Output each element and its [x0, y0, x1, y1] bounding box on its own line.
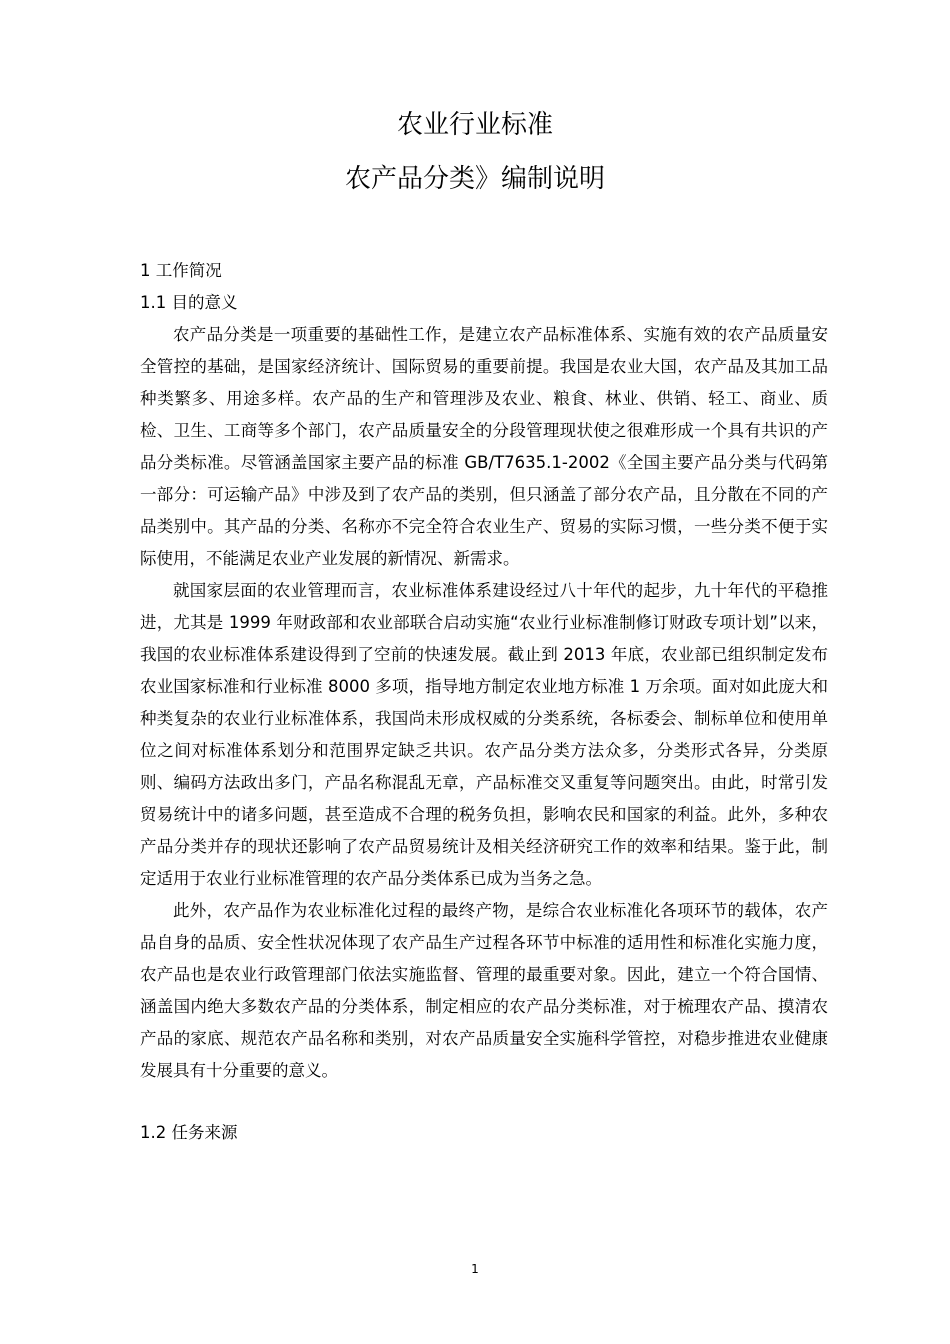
- document-title-line1: 农业行业标准: [396, 110, 553, 140]
- section-heading-1-1: 1.1 目的意义: [140, 293, 238, 312]
- paragraph-purpose-3: 此外，农产品作为农业标准化过程的最终产物，是综合农业标准化各项环节的载体，农产品自身的品质、安全性状况体现了农产品生产过程各环节中标准的适用性和标准化实施力度，农产品也是农业行政管理部门依法实施监督、管理的最重要对象。因此，建立一个符合国情、涵盖国内绝大多数农产品的分类体系，制定相应的农产品分类标准，对于梳理农产品、摸清农产品的家底、规范农产品名称和类别，对农产品质量安全实施科学管控，对稳步推进农业健康发展具有十分重要的意义。: [140, 901, 828, 1080]
- page-number: 1: [471, 1262, 479, 1276]
- document-title-line2: 农产品分类》编制说明: [344, 164, 605, 194]
- document-body: [140, 255, 828, 1149]
- section-heading-1: 1 工作简况: [140, 261, 222, 280]
- section-spacer: [140, 1087, 828, 1117]
- section-heading-1-2: 1.2 任务来源: [140, 1123, 238, 1142]
- paragraph-purpose-2: 就国家层面的农业管理而言，农业标准体系建设经过八十年代的起步，九十年代的平稳推进，尤其是 1999 年财政部和农业部联合启动实施“农业行业标准制修订财政专项计划”以来，我国的农业标准体系建设得到了空前的快速发展。截止到 2013 年底，农业部已组织制定发布农业国家标准和行业标准 8000 多项，指导地方制定农业地方标准 1 万余项。面对如此庞大和种类复杂的农业行业标准体系，我国尚未形成权威的分类系统，各标委会、制标单位和使用单位之间对标准体系划分和范围界定缺乏共识。农产品分类方法众多，分类形式各异，分类原则、编码方法政出多门，产品名称混乱无章，产品标准交叉重复等问题突出。由此，时常引发贸易统计中的诸多问题，甚至造成不合理的税务负担，影响农民和国家的利益。此外，多种农产品分类并存的现状还影响了农产品贸易统计及相关经济研究工作的效率和结果。鉴于此，制定适用于农业行业标准管理的农产品分类体系已成为当务之急。: [140, 581, 828, 888]
- paragraph-purpose-1: 农产品分类是一项重要的基础性工作，是建立农产品标准体系、实施有效的农产品质量安全管控的基础，是国家经济统计、国际贸易的重要前提。我国是农业大国，农产品及其加工品种类繁多、用途多样。农产品的生产和管理涉及农业、粮食、林业、供销、轻工、商业、质检、卫生、工商等多个部门，农产品质量安全的分段管理现状使之很难形成一个具有共识的产品分类标准。尽管涵盖国家主要产品的标准 GB/T7635.1-2002《全国主要产品分类与代码第一部分：可运输产品》中涉及到了农产品的类别，但只涵盖了部分农产品，且分散在不同的产品类别中。其产品的分类、名称亦不完全符合农业生产、贸易的实际习惯，一些分类不便于实际使用，不能满足农业产业发展的新情况、新需求。: [140, 325, 828, 568]
